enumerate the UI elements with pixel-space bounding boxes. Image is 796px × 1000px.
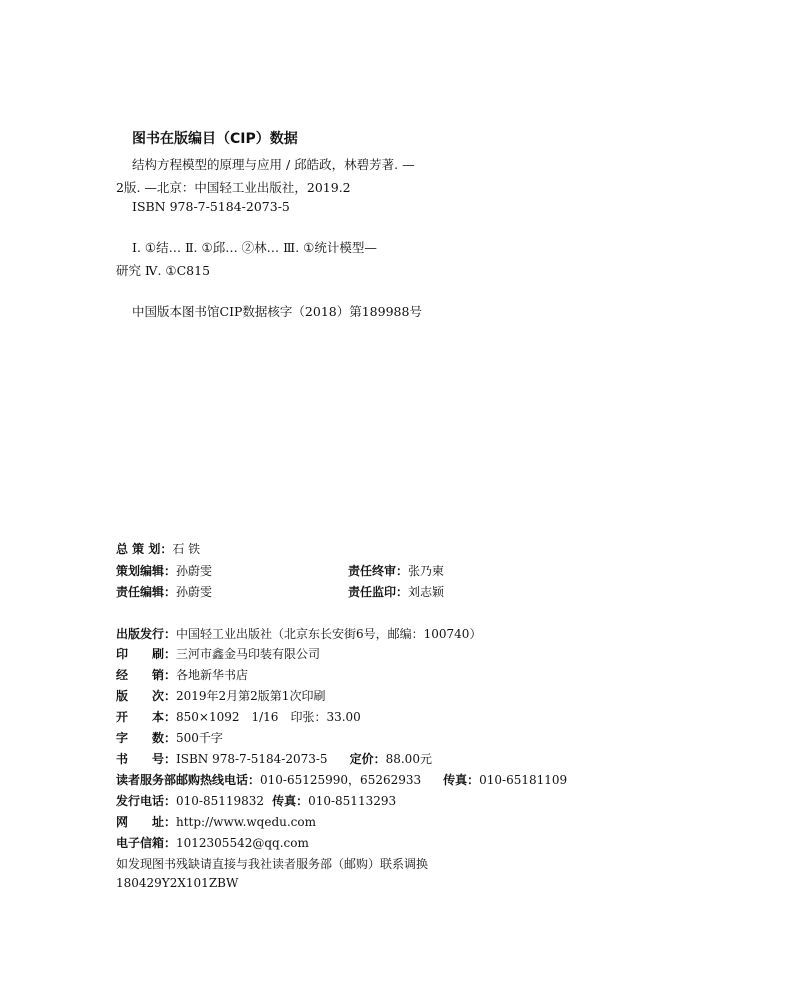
responsible-editor-label: 责任编辑： [116, 585, 177, 599]
wordcount-label: 字 数： [116, 731, 177, 745]
credit-planning-editor [116, 562, 212, 579]
cip-heading: 图书在版编目（CIP）数据 [132, 131, 298, 147]
price-label: 定价： [349, 752, 386, 766]
cip-subject-2: 研究 Ⅳ. ①C815 [116, 263, 211, 278]
pub-code: 180429Y2X101ZBW [116, 876, 239, 890]
pub-edition [116, 687, 325, 704]
distributor-label: 经 销： [116, 668, 177, 682]
pub-notice: 如发现图书残缺请直接与我社读者服务部（邮购）联系调换 [116, 857, 429, 871]
cip-number: 中国版本图书馆CIP数据核字（2018）第189988号 [132, 304, 422, 319]
email-value: 1012305542@qq.com [176, 836, 309, 850]
cip-isbn: ISBN 978-7-5184-2073-5 [132, 199, 290, 214]
email-label: 电子信箱： [116, 836, 177, 850]
fax2-label: 传真： [272, 794, 309, 808]
printer-label: 印 刷： [116, 647, 177, 661]
pub-format [116, 708, 361, 725]
publisher-label: 出版发行： [116, 627, 177, 641]
pub-website [116, 813, 316, 830]
book-number-label: 书 号： [116, 752, 177, 766]
fax1-label: 传真： [443, 773, 480, 787]
pub-book-number [116, 750, 432, 767]
print-supervisor-value: 刘志颖 [408, 585, 445, 599]
credit-responsible-editor [116, 583, 212, 600]
fax2-value: 010-85113293 [308, 794, 397, 808]
print-supervisor-label: 责任监印： [348, 585, 409, 599]
final-reviewer-label: 责任终审： [348, 564, 409, 578]
pub-phone [116, 792, 396, 809]
wordcount-value: 500千字 [176, 731, 223, 745]
format-label: 开 本： [116, 710, 177, 724]
printer-value: 三河市鑫金马印装有限公司 [176, 647, 321, 661]
fax1-value: 010-65181109 [479, 773, 568, 787]
pub-publisher [116, 625, 481, 642]
pub-printer [116, 645, 320, 662]
price-value: 88.00元 [385, 752, 432, 766]
phone-label: 发行电话： [116, 794, 177, 808]
pub-hotline [116, 771, 567, 788]
edition-value: 2019年2月第2版第1次印刷 [176, 689, 326, 703]
phone-value: 010-85119832 [176, 794, 265, 808]
responsible-editor-value: 孙蔚雯 [176, 585, 213, 599]
website-label: 网 址： [116, 815, 177, 829]
chief-planner-value: 石 铁 [172, 542, 201, 556]
hotline-value: 010-65125990，65262933 [260, 773, 422, 787]
chief-planner-label: 总 策 划： [116, 542, 173, 556]
cip-line-2: 2版. —北京：中国轻工业出版社，2019.2 [116, 180, 351, 195]
planning-editor-label: 策划编辑： [116, 564, 177, 578]
website-value: http://www.wqedu.com [176, 815, 316, 829]
cip-subject-1: Ⅰ. ①结… Ⅱ. ①邱… ②林… Ⅲ. ①统计模型— [132, 240, 377, 255]
pub-wordcount [116, 729, 223, 746]
book-number-value: ISBN 978-7-5184-2073-5 [176, 752, 328, 766]
credit-print-supervisor [348, 583, 444, 600]
distributor-value: 各地新华书店 [176, 668, 249, 682]
publisher-value: 中国轻工业出版社（北京东长安街6号，邮编：100740） [176, 627, 482, 641]
planning-editor-value: 孙蔚雯 [176, 564, 213, 578]
edition-label: 版 次： [116, 689, 177, 703]
credit-final-reviewer [348, 562, 444, 579]
final-reviewer-value: 张乃柬 [408, 564, 445, 578]
pub-distributor [116, 666, 248, 683]
credit-chief-planner [116, 540, 200, 557]
cip-line-1: 结构方程模型的原理与应用 / 邱皓政，林碧芳著. — [132, 157, 415, 172]
hotline-label: 读者服务部邮购热线电话： [116, 773, 261, 787]
pub-email [116, 834, 309, 851]
format-value: 850×1092 1/16 印张：33.00 [176, 710, 361, 724]
